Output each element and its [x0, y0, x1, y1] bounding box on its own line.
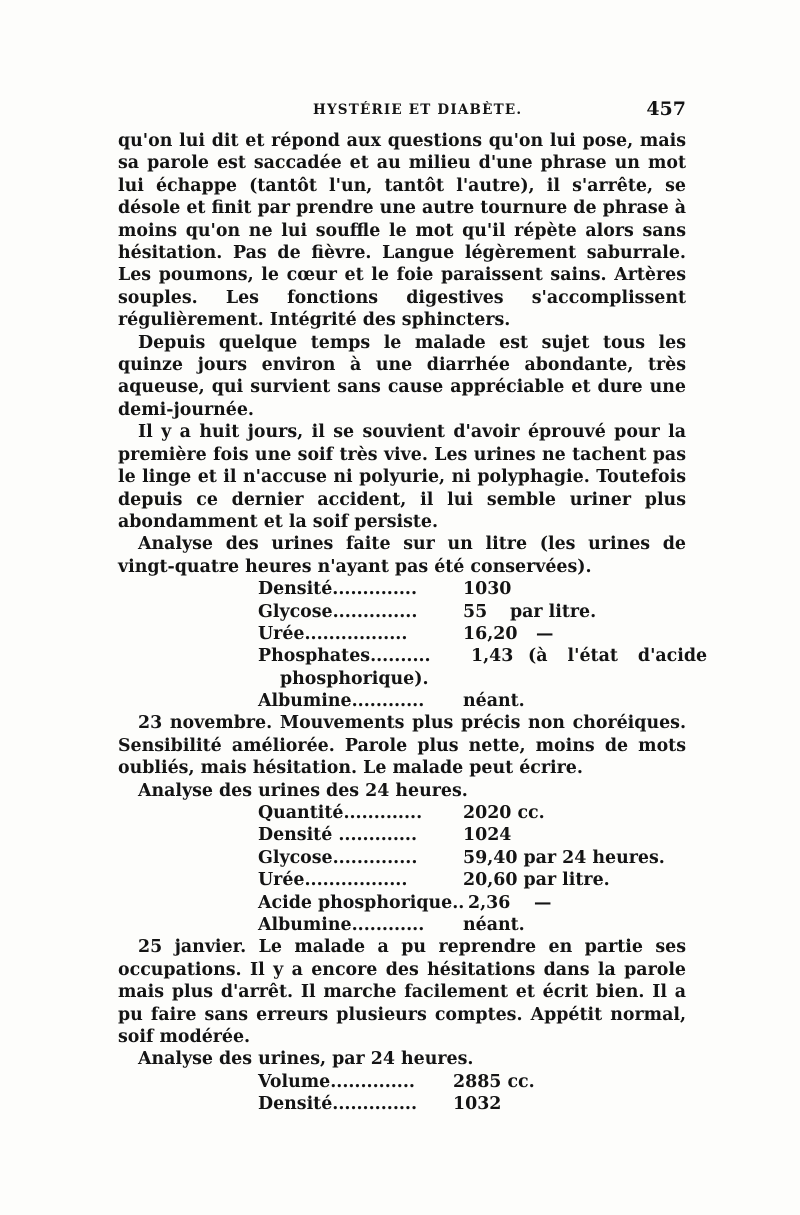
analysis-value: 2885 cc. [453, 1071, 535, 1092]
analysis-label: Albumine............ [258, 691, 425, 712]
paragraph-analysis-intro: Analyse des urines faite sur un litre (les urines de vingt-quatre heures n'ayant pas été conservées). [118, 534, 686, 577]
table-row-continuation [118, 668, 686, 690]
table-row [118, 601, 686, 623]
analysis-label: Urée................. [258, 623, 408, 644]
analysis-value: 1024 [463, 825, 512, 846]
analysis-unit: (à l'état d'acide [528, 646, 708, 667]
table-row [118, 824, 686, 846]
analysis-value: 1,43 [471, 646, 514, 667]
analysis-value: 55 [463, 601, 488, 622]
analysis-unit: — [534, 892, 552, 913]
analysis-value: 20,60 par litre. [463, 870, 610, 891]
paragraph-january: 25 janvier. Le malade a pu reprendre en partie ses occupations. Il y a encore des hésitations dans la parole mais plus d'arrêt. Il marche facilement et écrit bien. Il a pu faire sans erreurs plusieurs comptes. Appétit normal, soif modérée. [118, 937, 686, 1048]
analysis-value: néant. [463, 915, 525, 936]
table-row [118, 914, 686, 936]
table-row [118, 847, 686, 869]
analysis-value: 2020 cc. [463, 803, 545, 824]
page-number: 457 [646, 98, 686, 120]
table-row [118, 892, 686, 914]
paragraph-diarrhea: Depuis quelque temps le malade est sujet tous les quinze jours environ à une diarrhée abondante, très aqueuse, qui survient sans cause appréciable et dure une demi-journée. [118, 332, 686, 420]
analysis-label: Phosphates.......... [258, 646, 431, 667]
analysis-label: Densité ............. [258, 825, 418, 846]
analysis-label: Glycose.............. [258, 601, 418, 622]
paragraph-analysis-24h: Analyse des urines des 24 heures. [138, 780, 468, 801]
analysis-value: 59,40 par 24 heures. [463, 847, 665, 868]
table-row [118, 1093, 686, 1115]
analysis-label: Densité.............. [258, 579, 418, 600]
table-row [118, 645, 708, 667]
urine-analysis-table-3 [118, 1071, 686, 1116]
analysis-unit: — [536, 623, 554, 644]
analysis-unit: par litre. [510, 601, 597, 622]
analysis-value: néant. [463, 691, 525, 712]
analysis-value: 1032 [453, 1094, 502, 1115]
paragraph-analysis-final: Analyse des urines, par 24 heures. [138, 1049, 474, 1070]
analysis-value: 2,36 [468, 892, 511, 913]
paragraph-symptoms: qu'on lui dit et répond aux questions qu'on lui pose, mais sa parole est saccadée et au milieu d'une phrase un mot lui échappe (tantôt l'un, tantôt l'autre), il s'arrête, se désole et finit par prendre une autre tournure de phrase à moins qu'on ne lui souffle le mot qu'il répète alors sans hésitation. Pas de fièvre. Langue légèrement saburrale. Les poumons, le cœur et le foie paraissent sains. Artères souples. Les fonctions digestives s'accomplissent régulièrement. Intégrité des sphincters. [118, 131, 686, 331]
analysis-label: Acide phosphorique.. [258, 892, 465, 913]
paragraph-thirst: Il y a huit jours, il se souvient d'avoir éprouvé pour la première fois une soif très vive. Les urines ne tachent pas le linge et il n'accuse ni polyurie, ni polyphagie. Toutefois depuis ce dernier accident, il lui semble uriner plus abondamment et la soif persiste. [118, 422, 686, 532]
table-row [118, 578, 686, 600]
running-title: HYSTÉRIE ET DIABÈTE. [313, 102, 523, 118]
analysis-label: Albumine............ [258, 915, 425, 936]
analysis-label: Quantité............. [258, 803, 423, 824]
table-row [118, 802, 686, 824]
table-row [118, 869, 686, 891]
paragraph-november: 23 novembre. Mouvements plus précis non choréiques. Sensibilité améliorée. Parole plus nette, moins de mots oubliés, mais hésitation. Le malade peut écrire. [118, 713, 686, 779]
urine-analysis-table-2 [118, 802, 686, 936]
table-row [118, 1071, 686, 1093]
analysis-value: 16,20 [463, 623, 518, 644]
analysis-label: Urée................. [258, 870, 408, 891]
table-row [118, 623, 686, 645]
analysis-label: Densité.............. [258, 1094, 418, 1115]
analysis-value: 1030 [463, 579, 512, 600]
page-header [118, 98, 686, 126]
page-body [118, 130, 708, 1116]
analysis-label: Glycose.............. [258, 847, 418, 868]
analysis-continuation: phosphorique). [280, 668, 429, 689]
table-row [118, 690, 686, 712]
urine-analysis-table-1 [118, 578, 708, 712]
analysis-label: Volume.............. [258, 1071, 415, 1092]
